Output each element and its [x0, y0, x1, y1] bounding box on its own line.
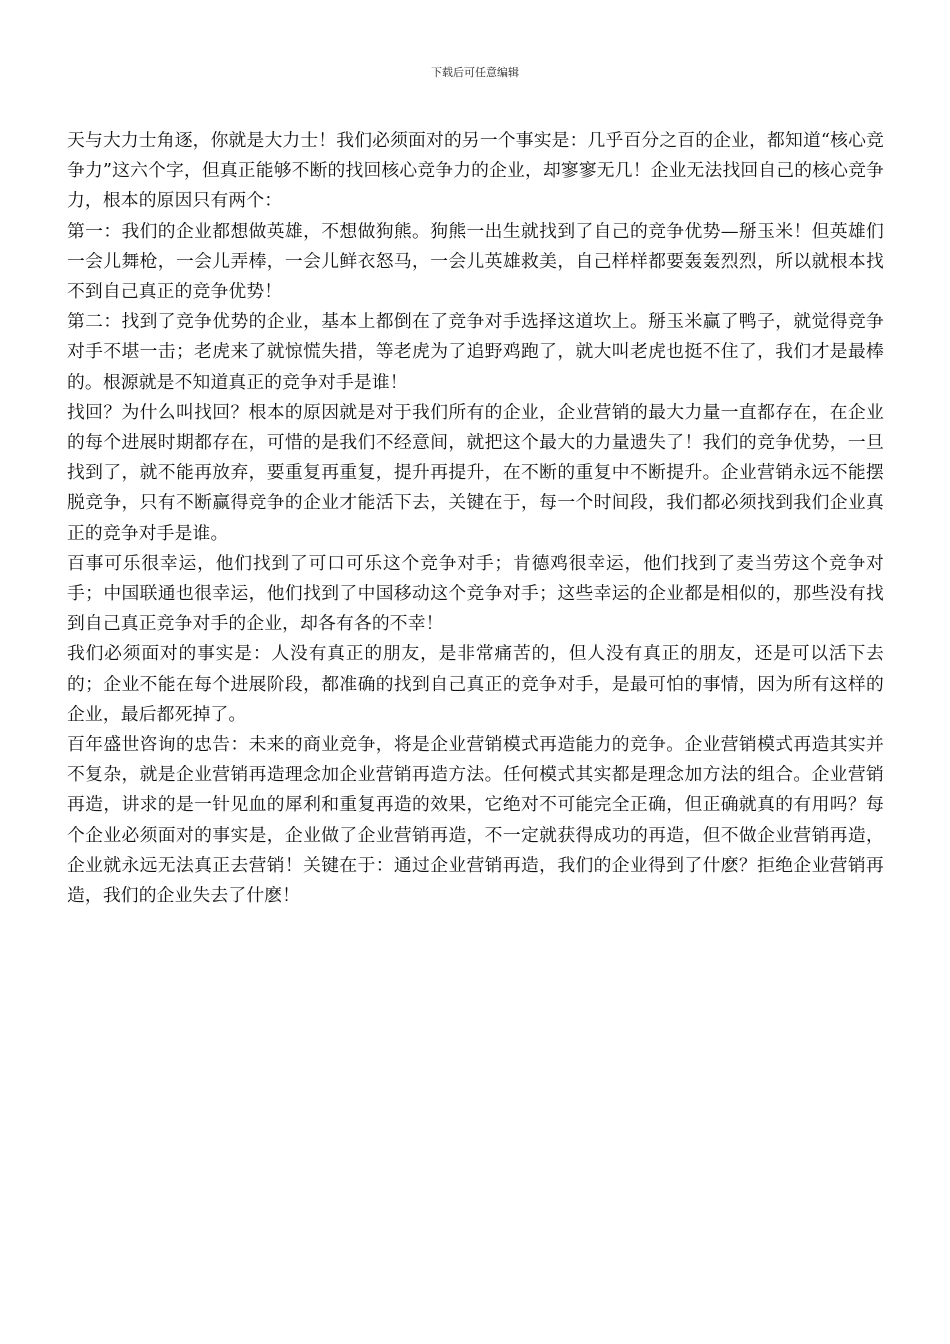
- paragraph-7: 百年盛世咨询的忠告：未来的商业竞争，将是企业营销模式再造能力的竞争。企业营销模式再造其实并不复杂，就是企业营销再造理念加企业营销再造方法。任何模式其实都是理念加方法的组合。企业营销再造，讲求的是一针见血的犀利和重复再造的效果，它绝对不可能完全正确，但正确就真的有用吗？每个企业必须面对的事实是，企业做了企业营销再造，不一定就获得成功的再造，但不做企业营销再造，企业就永远无法真正去营销！关键在于：通过企业营销再造，我们的企业得到了什麽？拒绝企业营销再造，我们的企业失去了什麽！: [67, 734, 884, 907]
- document-body: [67, 126, 884, 911]
- paragraph-3: 第二：找到了竞争优势的企业，基本上都倒在了竞争对手选择这道坎上。掰玉米赢了鸭子，就觉得竞争对手不堪一击；老虎来了就惊慌失措，等老虎为了追野鸡跑了，就大叫老虎也挺不住了，我们才是最棒的。根源就是不知道真正的竞争对手是谁！: [67, 311, 884, 393]
- paragraph-2: 第一：我们的企业都想做英雄，不想做狗熊。狗熊一出生就找到了自己的竞争优势—掰玉米！但英雄们一会儿舞枪，一会儿弄棒，一会儿鲜衣怒马，一会儿英雄救美，自己样样都要轰轰烈烈，所以就根本找不到自己真正的竞争优势！: [67, 220, 884, 303]
- paragraph-5: 百事可乐很幸运，他们找到了可口可乐这个竞争对手；肯德鸡很幸运，他们找到了麦当劳这个竞争对手；中国联通也很幸运，他们找到了中国移动这个竞争对手；这些幸运的企业都是相似的，那些没有找到自己真正竞争对手的企业，却各有各的不幸！: [67, 552, 884, 635]
- paragraph-1: 天与大力士角逐，你就是大力士！我们必须面对的另一个事实是：几乎百分之百的企业，都知道“核心竞争力”这六个字，但真正能够不断的找回核心竞争力的企业，却寥寥无几！企业无法找回自己的核心竞争力，根本的原因只有两个：: [67, 130, 884, 212]
- paragraph-4: 找回？为什么叫找回？根本的原因就是对于我们所有的企业，企业营销的最大力量一直都存在，在企业的每个进展时期都存在，可惜的是我们不经意间，就把这个最大的力量遗失了！我们的竞争优势，一旦找到了，就不能再放弃，要重复再重复，提升再提升，在不断的重复中不断提升。企业营销永远不能摆脱竞争，只有不断赢得竞争的企业才能活下去，关键在于，每一个时间段，我们都必须找到我们企业真正的竞争对手是谁。: [67, 401, 884, 544]
- page-header: 下载后可任意编辑: [431, 66, 519, 79]
- paragraph-6: 我们必须面对的事实是：人没有真正的朋友，是非常痛苦的，但人没有真正的朋友，还是可以活下去的；企业不能在每个进展阶段，都准确的找到自己真正的竞争对手，是最可怕的事情，因为所有这样的企业，最后都死掉了。: [67, 643, 884, 725]
